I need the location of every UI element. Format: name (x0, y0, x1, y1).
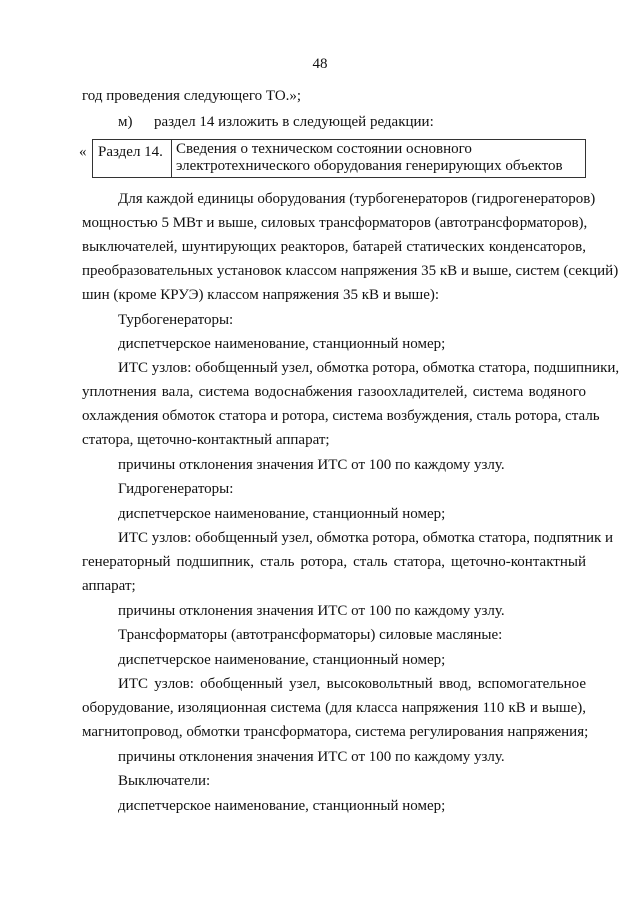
opening-quote: « (79, 144, 87, 160)
reasons-line: причины отклонения значения ИТС от 100 по каждому узлу. (118, 457, 505, 473)
page-number: 48 (312, 56, 328, 72)
its-line: статора, щеточно-контактный аппарат; (82, 432, 330, 448)
its-line: ИТС узлов: обобщенный узел, высоковольтный ввод, вспомогательное (118, 676, 586, 692)
its-line: аппарат; (82, 578, 136, 594)
dispatch-line: диспетчерское наименование, станционный номер; (118, 506, 446, 522)
paragraph-line: Для каждой единицы оборудования (турбогенераторов (гидрогенераторов) (118, 191, 596, 207)
its-line: магнитопровод, обмотки трансформатора, система регулирования напряжения; (82, 724, 589, 740)
table-divider (171, 140, 172, 177)
its-line: ИТС узлов: обобщенный узел, обмотка ротора, обмотка статора, подшипники, (118, 360, 620, 376)
its-line: уплотнения вала, система водоснабжения газоохладителей, система водяного (82, 384, 586, 400)
list-item-marker: м) (118, 114, 133, 130)
paragraph-line: выключателей, шунтирующих реакторов, батарей статических конденсаторов, (82, 239, 586, 255)
its-line: ИТС узлов: обобщенный узел, обмотка ротора, обмотка статора, подпятник и (118, 530, 614, 546)
dispatch-line: диспетчерское наименование, станционный номер; (118, 336, 446, 352)
list-item-text: раздел 14 изложить в следующей редакции: (154, 114, 434, 130)
intro-line: год проведения следующего ТО.»; (82, 88, 302, 104)
section-label: Раздел 14. (98, 144, 163, 160)
dispatch-line: диспетчерское наименование, станционный номер; (118, 798, 446, 814)
transformers-heading: Трансформаторы (автотрансформаторы) силовые масляные: (118, 627, 503, 643)
reasons-line: причины отклонения значения ИТС от 100 по каждому узлу. (118, 749, 505, 765)
its-line: охлаждения обмоток статора и ротора, система возбуждения, сталь ротора, сталь (82, 408, 600, 424)
its-line: оборудование, изоляционная система (для класса напряжения 110 кВ и выше), (82, 700, 586, 716)
reasons-line: причины отклонения значения ИТС от 100 по каждому узлу. (118, 603, 505, 619)
switches-heading: Выключатели: (118, 773, 211, 789)
section-table (92, 139, 586, 178)
its-line: генераторный подшипник, сталь ротора, сталь статора, щеточно-контактный (82, 554, 586, 570)
dispatch-line: диспетчерское наименование, станционный номер; (118, 652, 446, 668)
paragraph-line: преобразовательных установок классом напряжения 35 кВ и выше, систем (секций) (82, 263, 619, 279)
paragraph-line: мощностью 5 МВт и выше, силовых трансформаторов (автотрансформаторов), (82, 215, 588, 231)
hydrogenerators-heading: Гидрогенераторы: (118, 481, 234, 497)
section-title: Сведения о техническом состоянии основного электротехнического оборудования генерирующих объектов (176, 141, 563, 174)
paragraph-line: шин (кроме КРУЭ) классом напряжения 35 кВ и выше): (82, 287, 440, 303)
turbogenerators-heading: Турбогенераторы: (118, 312, 234, 328)
